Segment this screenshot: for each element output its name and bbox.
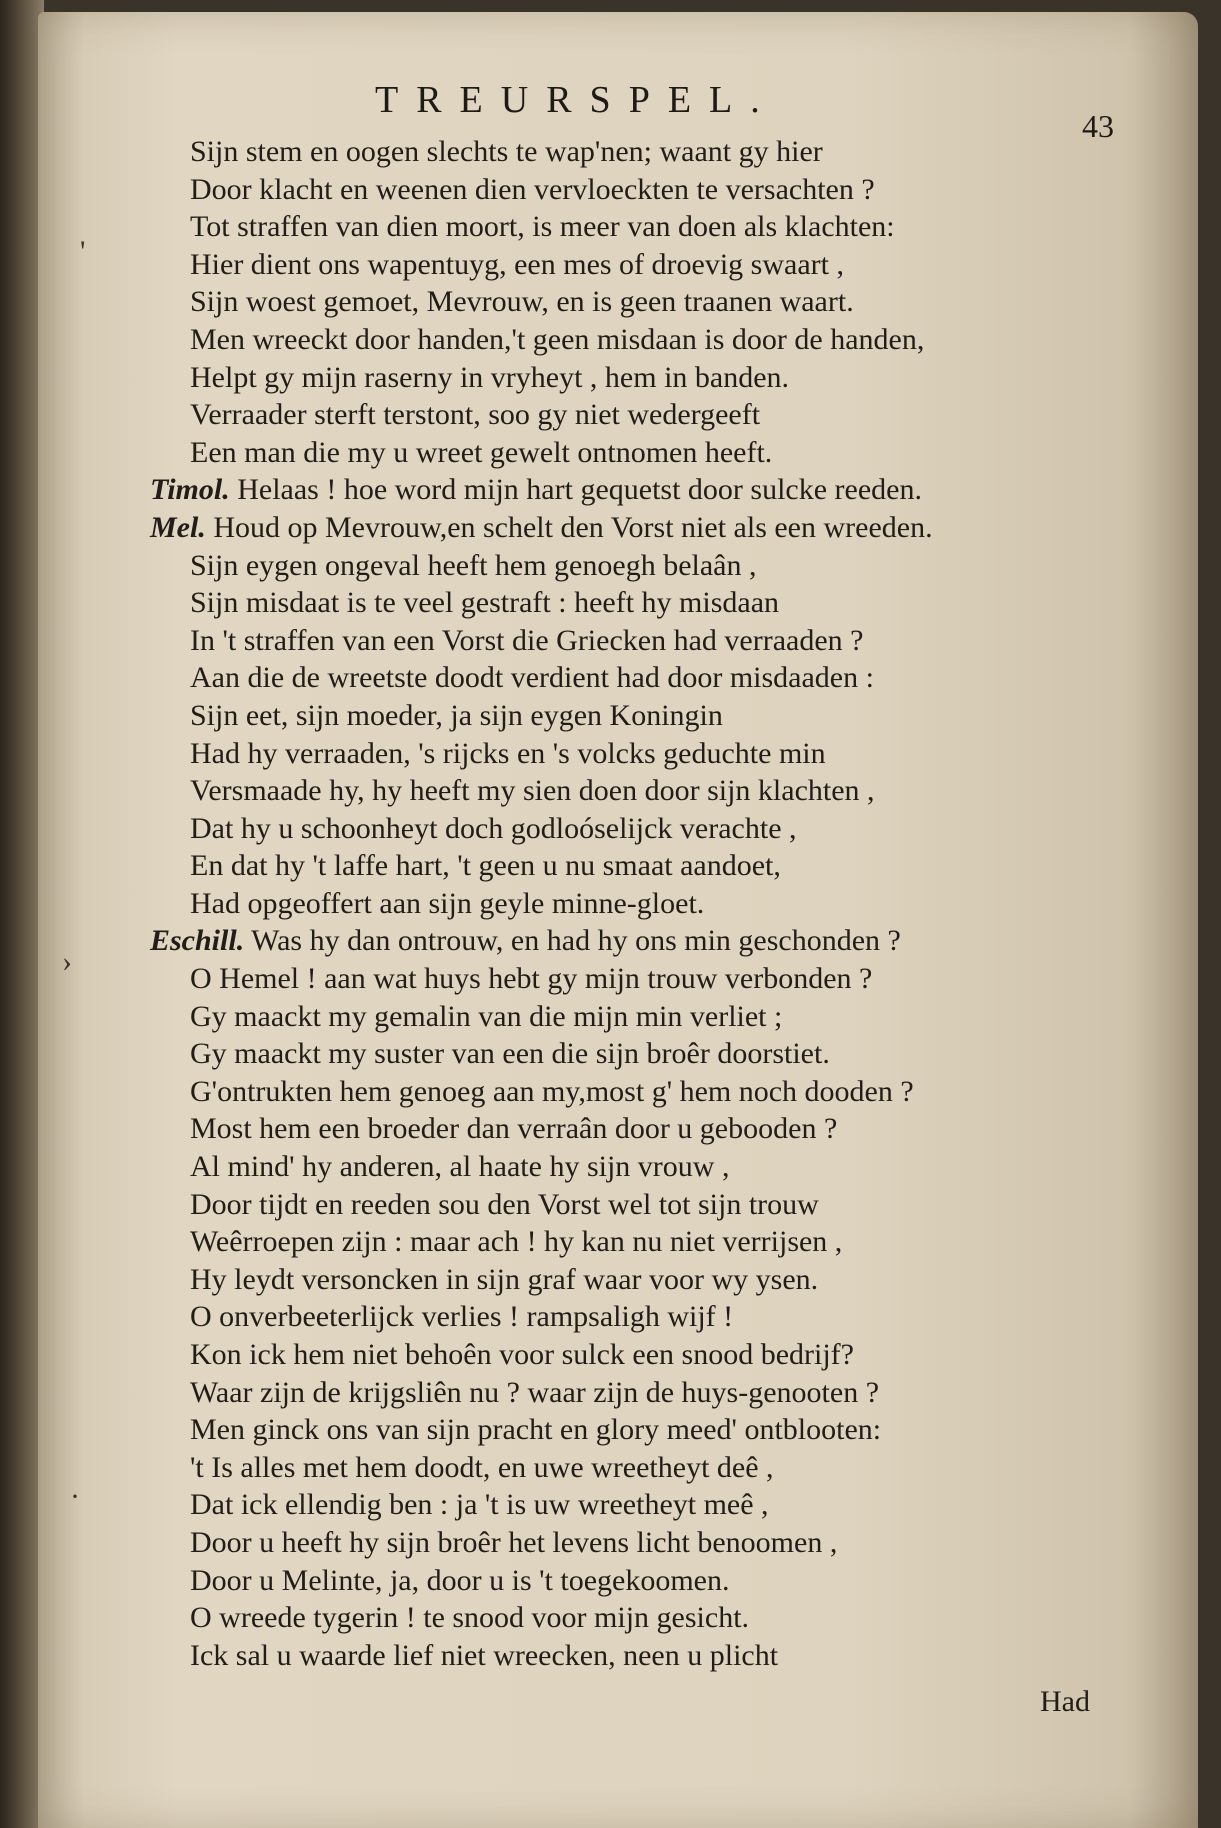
verse-line-text: Sijn misdaat is te veel gestraft : heeft hy misdaan	[190, 586, 780, 620]
verse-line-text: In 't straffen van een Vorst die Griecken had verraaden ?	[190, 623, 864, 657]
verse-line	[150, 1562, 1160, 1600]
verse-line-text: Dat ick ellendig ben : ja 't is uw wreetheyt meê ,	[190, 1488, 769, 1522]
verse-line	[150, 246, 1160, 284]
verse-line	[150, 1599, 1160, 1637]
verse-line	[150, 1035, 1160, 1073]
verse-line	[150, 735, 1160, 773]
verse-line-text: Gy maackt my suster van een die sijn broêr doorstiet.	[190, 1037, 830, 1071]
verse-text-block	[150, 133, 1160, 1674]
running-head: TREURSPEL.	[375, 79, 778, 121]
verse-line-text: Men wreeckt door handen,'t geen misdaan is door de handen,	[190, 322, 925, 356]
verse-line-text: Door tijdt en reeden sou den Vorst wel tot sijn trouw	[190, 1187, 819, 1221]
verse-line-text: Al mind' hy anderen, al haate hy sijn vrouw ,	[190, 1150, 730, 1184]
verse-line-text: Sijn woest gemoet, Mevrouw, en is geen traanen waart.	[190, 285, 854, 319]
verse-line-text: Tot straffen van dien moort, is meer van doen als klachten:	[190, 210, 895, 244]
verse-line	[150, 960, 1160, 998]
verse-line	[150, 847, 1160, 885]
catchword: Had	[1040, 1685, 1090, 1718]
verse-line-text: Door u Melinte, ja, door u is 't toegekoomen.	[190, 1563, 730, 1597]
verse-line-text: Verraader sterft terstont, soo gy niet wedergeeft	[190, 398, 761, 432]
verse-line-text: Een man die my u wreet gewelt ontnomen heeft.	[190, 435, 773, 469]
verse-line	[150, 1411, 1160, 1449]
verse-line-text: Hier dient ons wapentuyg, een mes of droevig swaart ,	[190, 247, 844, 281]
verse-line-text: Ick sal u waarde lief niet wreecken, neen u plicht	[190, 1638, 779, 1672]
verse-line	[150, 584, 1160, 622]
verse-line	[150, 1298, 1160, 1336]
verse-line	[150, 697, 1160, 735]
verse-line	[150, 133, 1160, 171]
verse-line	[150, 1148, 1160, 1186]
margin-mark: ›	[62, 945, 72, 978]
verse-line-text: Door klacht en weenen dien vervloeckten te versachten ?	[190, 172, 875, 206]
verse-line	[150, 547, 1160, 585]
verse-line	[150, 1449, 1160, 1487]
verse-line	[150, 1486, 1160, 1524]
verse-line	[150, 208, 1160, 246]
verse-line	[150, 171, 1160, 209]
verse-line	[150, 283, 1160, 321]
speaker-name: Timol.	[150, 473, 230, 507]
verse-line-text: O wreede tygerin ! te snood voor mijn gesicht.	[190, 1601, 750, 1635]
verse-line-text: Helaas ! hoe word mijn hart gequetst door sulcke reeden.	[237, 473, 922, 507]
verse-line	[150, 1524, 1160, 1562]
verse-line-text: Kon ick hem niet behoên voor sulck een snood bedrijf?	[190, 1338, 854, 1371]
verse-line	[150, 1223, 1160, 1261]
verse-line-text: Sijn eygen ongeval heeft hem genoegh belaân ,	[190, 548, 757, 582]
verse-line	[150, 659, 1160, 697]
verse-line-text: G'ontrukten hem genoeg aan my,most g' hem noch dooden ?	[190, 1074, 914, 1108]
verse-line-text: Had opgeoffert aan sijn geyle minne-gloet.	[190, 886, 705, 920]
verse-line-text: Had hy verraaden, 's rijcks en 's volcks geduchte min	[190, 736, 826, 770]
verse-line	[150, 1637, 1160, 1675]
verse-line-text: Houd op Mevrouw,en schelt den Vorst niet als een wreeden.	[213, 510, 933, 544]
verse-line-text: Men ginck ons van sijn pracht en glory meed' ontblooten:	[190, 1413, 882, 1447]
speaker-name: Eschill.	[150, 924, 245, 958]
verse-line-text: Versmaade hy, hy heeft my sien doen door sijn klachten ,	[190, 774, 875, 808]
verse-line	[150, 772, 1160, 810]
verse-line	[150, 396, 1160, 434]
verse-line-text: Door u heeft hy sijn broêr het levens licht benoomen ,	[190, 1525, 838, 1559]
verse-line	[150, 1110, 1160, 1148]
verse-line	[150, 434, 1160, 472]
verse-line-text: O onverbeeterlijck verlies ! rampsaligh wijf !	[190, 1300, 734, 1334]
verse-line-text: Was hy dan ontrouw, en had hy ons min geschonden ?	[251, 924, 901, 958]
page-number: 43	[1082, 108, 1114, 144]
verse-line	[150, 509, 1160, 547]
verse-line-text: O Hemel ! aan wat huys hebt gy mijn trouw verbonden ?	[190, 962, 873, 996]
verse-line-text: Gy maackt my gemalin van die mijn min verliet ;	[190, 999, 783, 1033]
margin-mark: ·	[70, 1480, 80, 1513]
verse-line	[150, 321, 1160, 359]
verse-line	[150, 622, 1160, 660]
verse-line	[150, 885, 1160, 923]
verse-line	[150, 1336, 1160, 1374]
verse-line-text: 't Is alles met hem doodt, en uwe wreetheyt deê ,	[190, 1450, 774, 1484]
verse-line	[150, 1186, 1160, 1224]
verse-line	[150, 998, 1160, 1036]
verse-line	[150, 810, 1160, 848]
verse-line-text: En dat hy 't laffe hart, 't geen u nu smaat aandoet,	[190, 849, 781, 883]
verse-line	[150, 359, 1160, 397]
verse-line-text: Most hem een broeder dan verraân door u gebooden ?	[190, 1112, 838, 1146]
verse-line-text: Hy leydt versoncken in sijn graf waar voor wy ysen.	[190, 1262, 819, 1296]
verse-line-text: Sijn eet, sijn moeder, ja sijn eygen Koningin	[190, 698, 723, 732]
verse-line	[150, 471, 1160, 509]
verse-line-text: Weêrroepen zijn : maar ach ! hy kan nu niet verrijsen ,	[190, 1225, 843, 1259]
verse-line	[150, 1261, 1160, 1299]
verse-line-text: Sijn stem en oogen slechts te wap'nen; waant gy hier	[190, 135, 823, 168]
speaker-name: Mel.	[150, 510, 206, 544]
verse-line-text: Waar zijn de krijgsliên nu ? waar zijn de huys-genooten ?	[190, 1375, 880, 1409]
margin-mark: '	[80, 235, 86, 268]
verse-line	[150, 1073, 1160, 1111]
verse-line-text: Helpt gy mijn raserny in vryheyt , hem in banden.	[190, 360, 790, 394]
verse-line-text: Dat hy u schoonheyt doch godloóselijck verachte ,	[190, 811, 797, 845]
verse-line	[150, 922, 1160, 960]
verse-line	[150, 1374, 1160, 1412]
verse-line-text: Aan die de wreetste doodt verdient had door misdaaden :	[190, 661, 874, 695]
